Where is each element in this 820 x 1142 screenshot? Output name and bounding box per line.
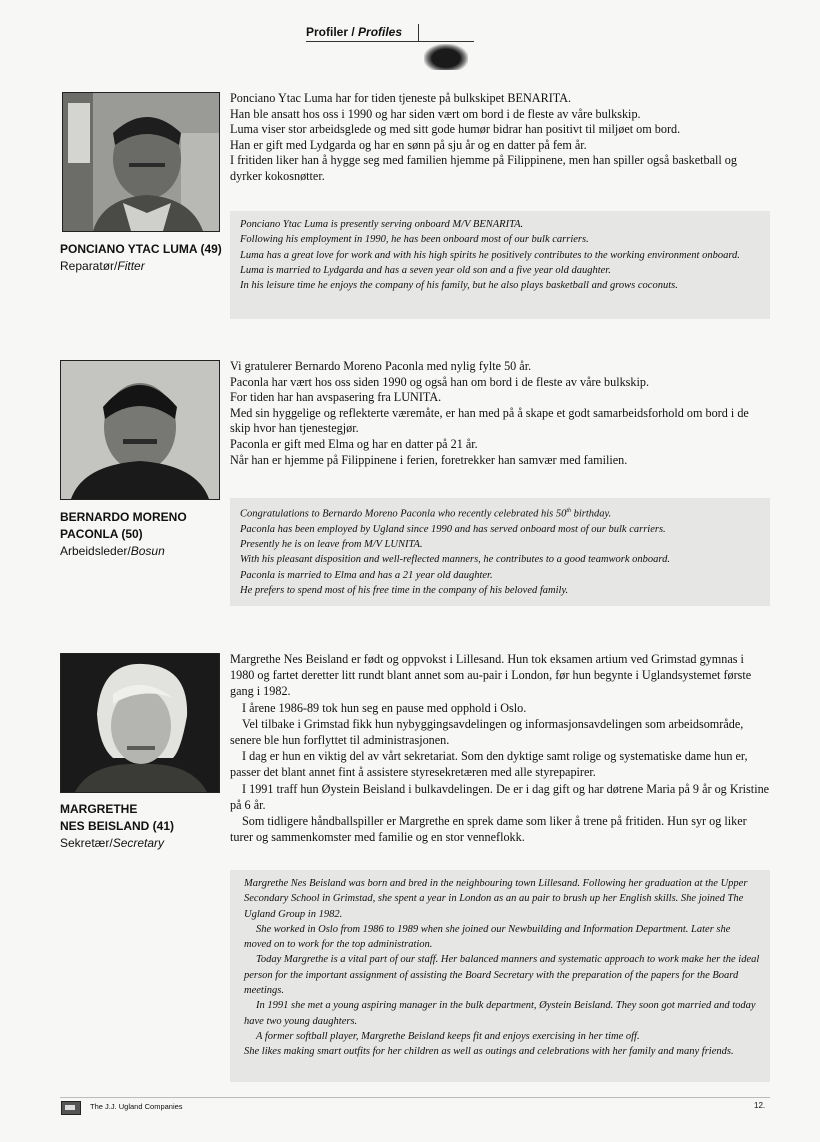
flag-icon (61, 1101, 81, 1115)
paragraph: Med sin hyggelige og reflekterte væremåte, er han med på å skape et godt samarbeidsforhold om bord i de skip hvor han tjenestegjør. (230, 405, 749, 436)
norwegian-text-beisland (230, 651, 770, 845)
paragraph: Han er gift med Lydgarda og har en sønn på sju år og en datter på fem år. (230, 137, 587, 152)
paragraph: Som tidligere håndballspiller er Margrethe en sprek dame som liker å trene på fritiden. Hun syr og liker turer og sammenkomster med familie og en stor venneflokk. (230, 814, 747, 845)
profile-role-norwegian: Arbeidsleder/ (60, 544, 131, 558)
paragraph: For tiden har han avspasering fra LUNITA. (230, 390, 442, 405)
profile-role-english: Bosun (130, 544, 165, 558)
header-divider (418, 24, 419, 42)
footer-company-name: The J.J. Ugland Companies (90, 1102, 183, 1111)
paragraph: I årene 1986-89 tok hun seg en pause med opphold i Oslo. (242, 700, 527, 715)
profile-role (60, 258, 222, 275)
paragraph: He prefers to spend most of his free time in the company of his beloved family. (240, 584, 569, 596)
paragraph: Luma has a great love for work and with his high spirits he positively contributes to the working environment onboard. (240, 249, 740, 261)
paragraph: In his leisure time he enjoys the company of his family, but he also plays basketball and grows coconuts. (240, 280, 678, 292)
profile-role (60, 835, 174, 852)
profile-role-english: Fitter (117, 259, 145, 273)
paragraph: Paconla har vært hos oss siden 1990 og også han om bord i de fleste av våre bulkskip. (230, 374, 650, 389)
paragraph: I dag er hun en viktig del av vårt sekretariat. Som den dyktige samt rolige og systematiske dame hun er, passer det blant annet fint å assistere styresekretæren med alle styrepapirer. (230, 749, 748, 780)
profile-name-line1: BERNARDO MORENO (60, 510, 187, 524)
english-text-luma (230, 211, 770, 319)
profile-name-block-paconla (60, 509, 187, 560)
paragraph: Today Margrethe is a vital part of our staff. Her balanced manners and systematic approach to work make her the ideal person for the important assignment of assisting the Board Secretary with the preparation of the papers for the Board meetings. (244, 954, 760, 997)
paragraph: Luma viser stor arbeidsglede og med sitt gode humør bidrar han positivt til miljøet om bord. (230, 122, 681, 137)
paragraph: Han ble ansatt hos oss i 1990 og har siden vært om bord i de fleste av våre bulkskip. (230, 106, 641, 121)
paragraph: Ponciano Ytac Luma har for tiden tjeneste på bulkskipet BENARITA. (230, 91, 572, 105)
paragraph: Når han er hjemme på Filippinene i ferien, foretrekker han samvær med familien. (230, 452, 628, 467)
profile-role-english: Secretary (112, 836, 165, 850)
paragraph: Margrethe Nes Beisland was born and bred in the neighbouring town Lillesand. Following her graduation at the Upper Secondary School in Grimstad, she spent a year in London as an au pair to brush up her English skills. She joined The Ugland Group in 1982. (244, 878, 748, 920)
paragraph: A former softball player, Margrethe Beisland keeps fit and enjoys exercising in her time off. (256, 1030, 640, 1042)
paragraph: Luma is married to Lydgarda and has a seven year old son and a five year old daughter. (240, 264, 611, 276)
portrait-photo-beisland (60, 653, 220, 793)
paragraph: In 1991 she met a young aspiring manager in the bulk department, Øystein Beisland. They soon got married and today have two young daughters. (244, 1000, 756, 1027)
norwegian-text-luma (230, 91, 770, 185)
profile-name-block-beisland (60, 801, 174, 852)
paragraph: Vi gratulerer Bernardo Moreno Paconla med nylig fylte 50 år. (230, 359, 532, 373)
english-text-paconla (230, 498, 770, 606)
profile-name-block-luma (60, 241, 222, 275)
page-number: 12. (754, 1101, 766, 1110)
paragraph: Paconla is married to Elma and has a 21 year old daughter. (240, 569, 493, 581)
paragraph: With his pleasant disposition and well-reflected manners, he contributes to a good teamwork onboard. (240, 554, 670, 566)
paragraph: Following his employment in 1990, he has been onboard most of our bulk carriers. (240, 234, 589, 246)
profile-role-norwegian: Sekretær/ (60, 836, 113, 850)
portrait-photo-paconla (60, 360, 220, 500)
ordinal-suffix: th (566, 508, 572, 514)
english-text-beisland (230, 870, 770, 1082)
paragraph: I 1991 traff hun Øystein Beisland i bulkavdelingen. De er i dag gift og har døtrene Maria på 9 år og Kristine på 6 år. (230, 781, 770, 812)
paragraph: Paconla er gift med Elma og har en datter på 21 år. (230, 436, 478, 451)
paragraph-tail: birthday. (571, 508, 612, 520)
paragraph (240, 504, 760, 522)
header-title-english: Profiles (358, 25, 403, 39)
page-header (306, 25, 402, 39)
norwegian-text-paconla (230, 359, 770, 468)
company-logo-mark (424, 44, 468, 70)
header-rule (306, 41, 474, 42)
profile-name-line1: MARGRETHE (60, 802, 138, 816)
profile-name-line2: PACONLA (50) (60, 527, 143, 541)
profile-name: PONCIANO YTAC LUMA (49) (60, 242, 222, 256)
profile-role (60, 543, 187, 560)
paragraph: Presently he is on leave from M/V LUNITA. (240, 539, 423, 551)
portrait-photo-luma (62, 92, 220, 232)
paragraph: She likes making smart outfits for her children as well as outings and celebrations with her family and many friends. (244, 1046, 734, 1058)
paragraph: I fritiden liker han å hygge seg med familien hjemme på Filippinene, men han spiller også basketball og dyrker kokosnøtter. (230, 153, 737, 183)
paragraph: Vel tilbake i Grimstad fikk hun nybyggingsavdelingen og informasjonsavdelingen som arbeidsområde, senere ble hun forflyttet til administrasjonen. (230, 716, 744, 748)
header-title-norwegian: Profiler / (306, 25, 359, 39)
paragraph: She worked in Oslo from 1986 to 1989 when she joined our Newbuilding and Information Department. Later she moved on to work for the top administration. (244, 923, 731, 951)
profile-role-norwegian: Reparatør/ (60, 259, 118, 273)
paragraph: Paconla has been employed by Ugland since 1990 and has served onboard most of our bulk carriers. (240, 523, 666, 535)
paragraph: Margrethe Nes Beisland er født og oppvokst i Lillesand. Hun tok eksamen artium ved Grimstad gymnas i 1980 og fartet deretter litt rundt blant annet som au-pair i London, før hun begynte i Uglandsystemet første gang i 1982. (230, 652, 752, 699)
footer-rule (60, 1097, 770, 1098)
paragraph-text: Congratulations to Bernardo Moreno Paconla who recently celebrated his 50 (240, 508, 567, 520)
paragraph: Ponciano Ytac Luma is presently serving onboard M/V BENARITA. (240, 219, 524, 230)
profile-name-line2: NES BEISLAND (41) (60, 819, 175, 833)
